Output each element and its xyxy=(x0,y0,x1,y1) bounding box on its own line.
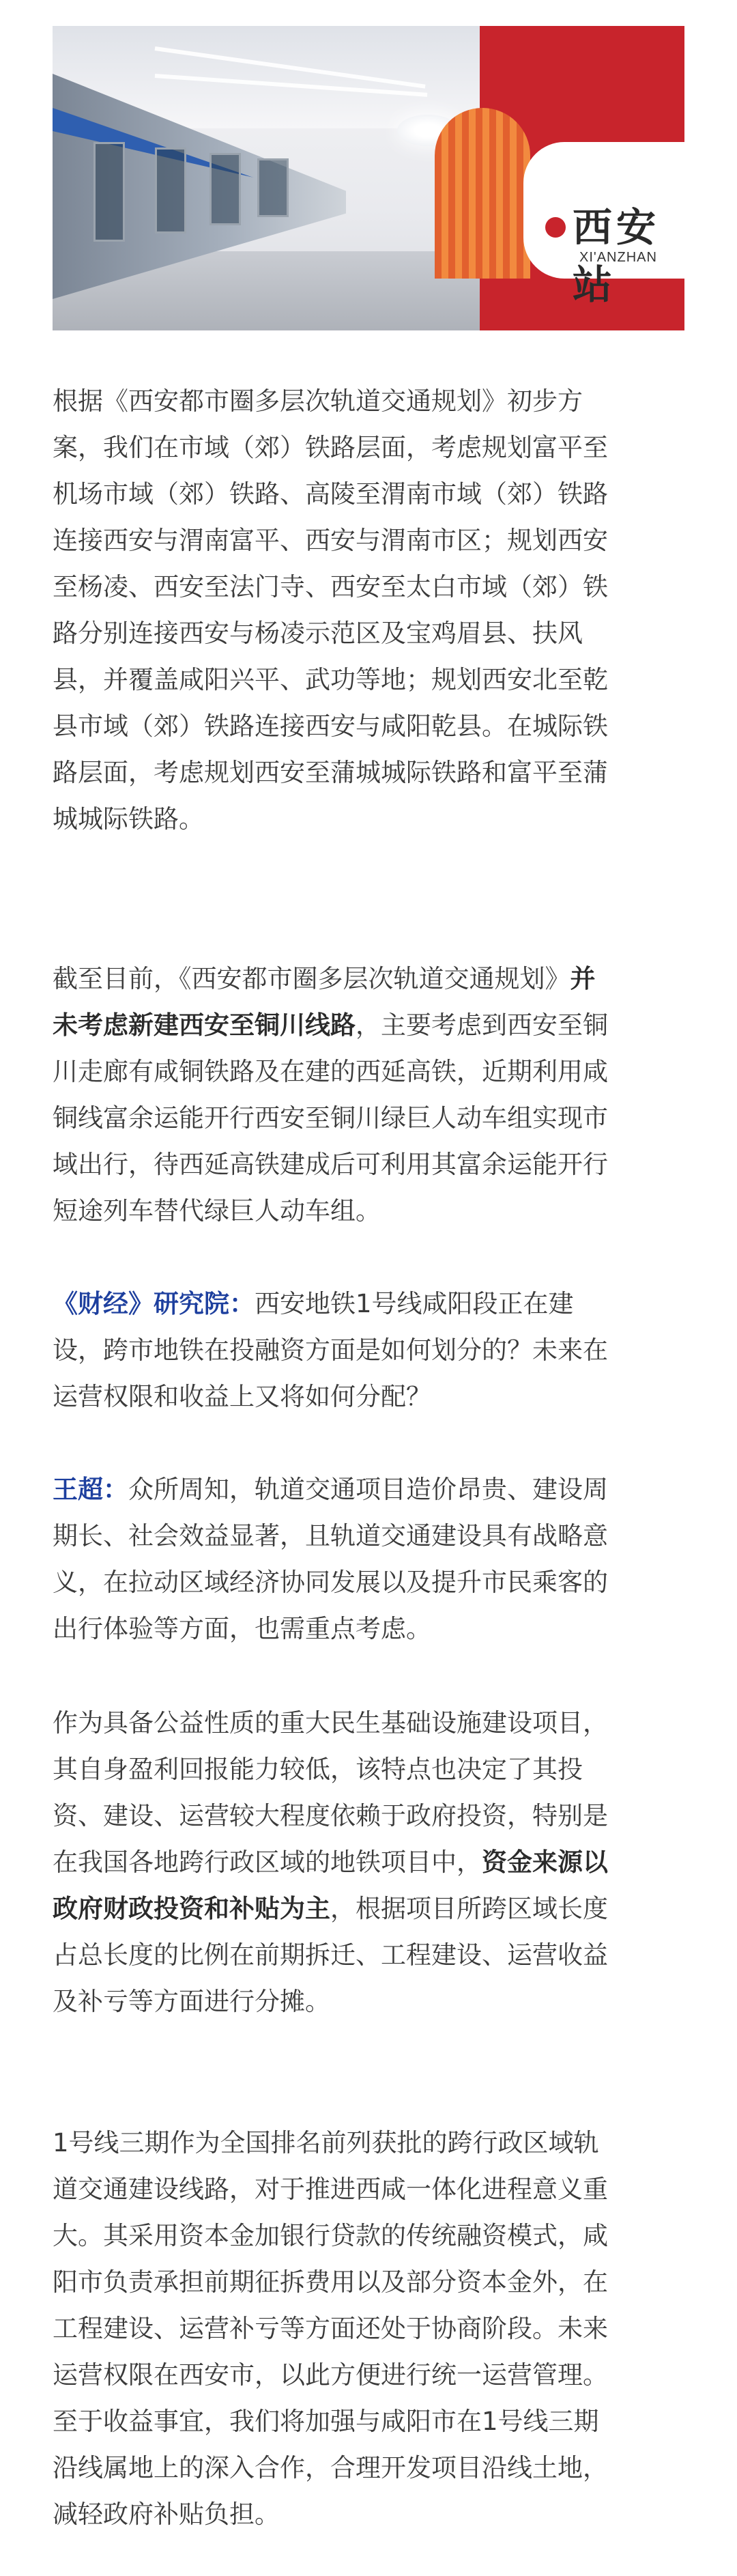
paragraph-plan-overview xyxy=(53,378,687,843)
text-line: 义，在拉动区域经济协同发展以及提升市民乘客的 xyxy=(53,1568,608,1597)
text-line: 短途列车替代绿巨人动车组。 xyxy=(53,1196,381,1226)
text-line: 设，跨市地铁在投融资方面是如何划分的？未来在 xyxy=(53,1335,608,1365)
orange-arch xyxy=(435,108,530,279)
text-line: 连接西安与渭南富平、西安与渭南市区；规划西安 xyxy=(53,526,608,555)
text-line: 城城际铁路。 xyxy=(53,804,204,834)
text-line xyxy=(53,1002,687,1049)
text-line: 至于收益事宜，我们将加强与咸阳市在1号线三期 xyxy=(53,2407,599,2436)
station-photo xyxy=(53,26,684,330)
text-line xyxy=(53,1467,687,1513)
paragraph-answer xyxy=(53,1467,687,1652)
text-line: 出行体验等方面，也需重点考虑。 xyxy=(53,1614,431,1643)
paragraph-funding xyxy=(53,1700,687,2025)
text-run: ，主要考虑到西安至铜 xyxy=(356,1010,608,1040)
text-line: 案，我们在市域（郊）铁路层面，考虑规划富平至 xyxy=(53,433,608,462)
text-line: 沿线属地上的深入合作，合理开发项目沿线土地， xyxy=(53,2453,608,2482)
text-line xyxy=(53,956,687,1002)
text-line: 工程建设、运营补亏等方面还处于协商阶段。未来 xyxy=(53,2314,608,2343)
text-line: 阳市负责承担前期征拆费用以及部分资本金外，在 xyxy=(53,2267,608,2297)
paragraph-line1-phase3 xyxy=(53,2120,687,2538)
text-line xyxy=(53,1839,687,1886)
text-run: ，根据项目所跨区域长度 xyxy=(330,1894,608,1923)
interviewer-label: 《财经》研究院： xyxy=(53,1289,255,1318)
text-line: 根据《西安都市圈多层次轨道交通规划》初步方 xyxy=(53,386,583,416)
bold-text: 政府财政投资和补贴为主 xyxy=(53,1894,330,1923)
text-line: 川走廊有咸铜铁路及在建的西延高铁，近期利用咸 xyxy=(53,1057,608,1086)
text-line: 占总长度的比例在前期拆迁、工程建设、运营收益 xyxy=(53,1940,608,1970)
platform-screen-door xyxy=(155,147,186,233)
bold-text: 未考虑新建西安至铜川线路 xyxy=(53,1010,356,1040)
text-line: 其自身盈利回报能力较低，该特点也决定了其投 xyxy=(53,1755,583,1784)
text-line: 县市域（郊）铁路连接西安与咸阳乾县。在城际铁 xyxy=(53,711,608,741)
bold-text: 并 xyxy=(570,964,596,993)
text-line: 作为具备公益性质的重大民生基础设施建设项目， xyxy=(53,1708,608,1738)
text-run: 西安地铁1号线咸阳段正在建 xyxy=(255,1289,574,1318)
bold-text: 资金来源以 xyxy=(482,1848,608,1877)
text-line: 期长、社会效益显著，且轨道交通建设具有战略意 xyxy=(53,1521,608,1551)
text-line: 路层面，考虑规划西安至蒲城城际铁路和富平至蒲 xyxy=(53,758,608,787)
text-line: 县，并覆盖咸阳兴平、武功等地；规划西安北至乾 xyxy=(53,665,608,694)
text-run: 截至目前，《西安都市圈多层次轨道交通规划》 xyxy=(53,964,570,993)
interviewee-label: 王超： xyxy=(53,1475,128,1504)
text-line: 机场市域（郊）铁路、高陵至渭南市域（郊）铁路 xyxy=(53,479,608,509)
platform-screen-door xyxy=(93,142,125,242)
text-run: 在我国各地跨行政区域的地铁项目中， xyxy=(53,1848,482,1877)
text-line: 道交通建设线路，对于推进西咸一体化进程意义重 xyxy=(53,2175,608,2204)
text-line: 资、建设、运营较大程度依赖于政府投资，特别是 xyxy=(53,1801,608,1830)
text-line: 铜线富余运能开行西安至铜川绿巨人动车组实现市 xyxy=(53,1103,608,1133)
text-line: 1号线三期作为全国排名前列获批的跨行政区域轨 xyxy=(53,2128,599,2157)
text-line: 及补亏等方面进行分摊。 xyxy=(53,1987,330,2016)
metro-logo-icon xyxy=(545,217,566,238)
station-name-cn: 西安站 xyxy=(573,204,661,308)
text-line: 域出行，待西延高铁建成后可利用其富余运能开行 xyxy=(53,1150,608,1179)
text-line: 至杨凌、西安至法门寺、西安至太白市域（郊）铁 xyxy=(53,572,608,601)
station-name-en: XI'ANZHAN xyxy=(579,250,657,265)
text-line: 路分别连接西安与杨凌示范区及宝鸡眉县、扶风 xyxy=(53,619,583,648)
text-line: 运营权限在西安市，以此方便进行统一运营管理。 xyxy=(53,2360,608,2390)
paragraph-tongchuan xyxy=(53,956,687,1234)
text-line xyxy=(53,1281,687,1327)
text-line: 大。其采用资本金加银行贷款的传统融资模式，咸 xyxy=(53,2221,608,2250)
platform-screen-door xyxy=(209,153,241,225)
text-line: 减轻政府补贴负担。 xyxy=(53,2500,280,2529)
platform-screen-door xyxy=(257,158,289,217)
text-line xyxy=(53,1886,687,1932)
paragraph-question xyxy=(53,1281,687,1420)
text-line: 运营权限和收益上又将如何分配？ xyxy=(53,1382,431,1411)
text-run: 众所周知，轨道交通项目造价昂贵、建设周 xyxy=(128,1475,608,1504)
